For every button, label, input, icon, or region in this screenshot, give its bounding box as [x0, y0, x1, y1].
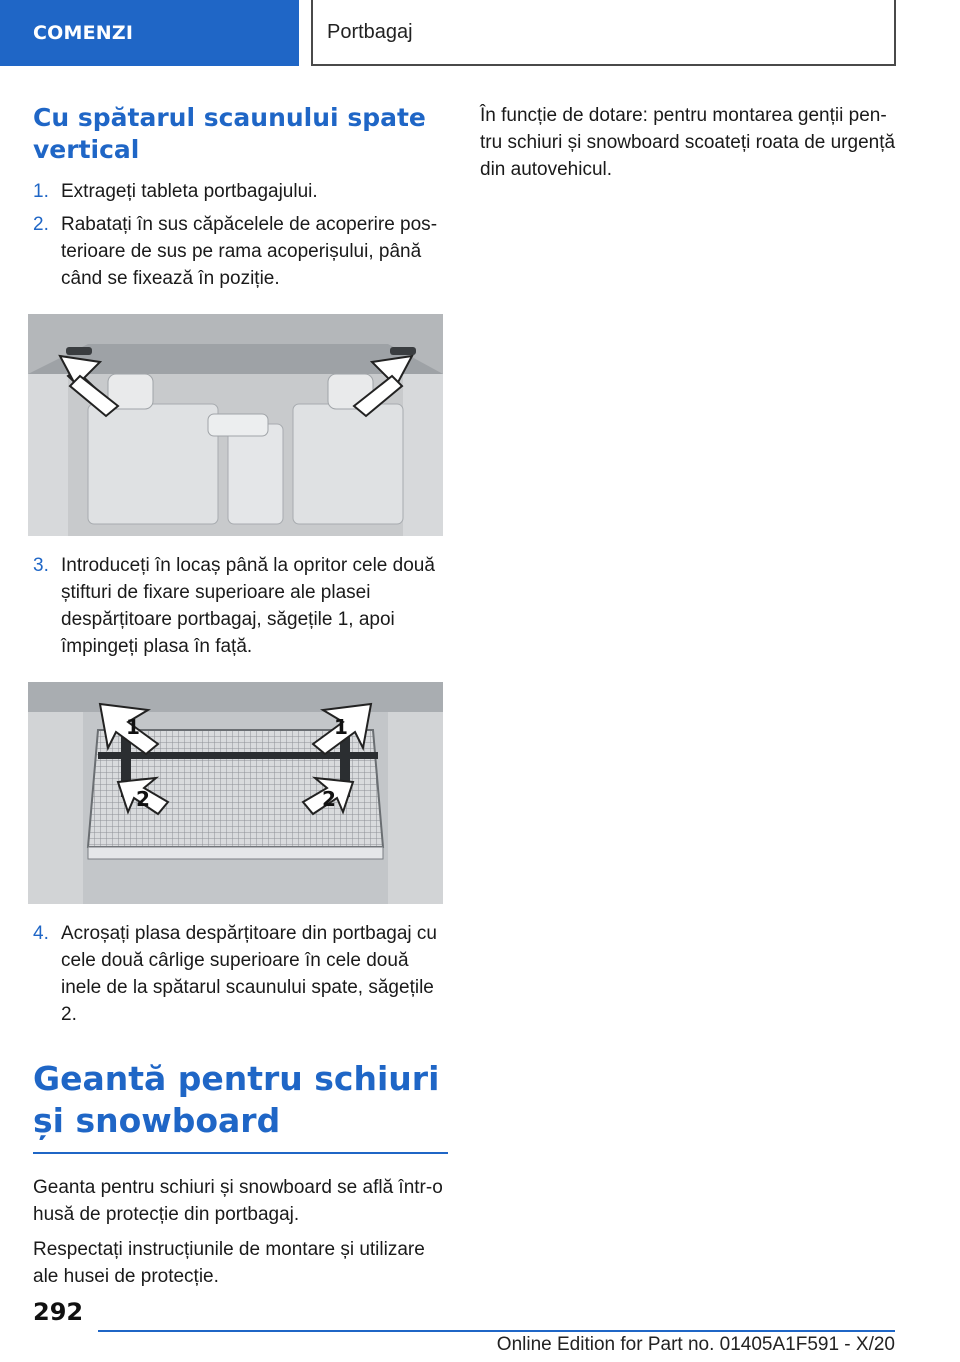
- body-paragraph: În funcție de dotare: pentru montarea genții pentru schiuri și snowboard scoateți roata de urgență din autovehicul.: [480, 105, 896, 180]
- figure-partition-net: [28, 682, 443, 904]
- step-text: Rabatați în sus căpăcelele de acoperire posterioare de sus pe rama acoperișului, până când se fixează în poziție.: [61, 214, 438, 289]
- step-number: 4.: [33, 923, 49, 944]
- section-tab: COMENZI: [0, 0, 299, 66]
- footer-divider: [98, 1330, 895, 1332]
- step-item: [33, 211, 448, 292]
- step-number: 3.: [33, 555, 49, 576]
- figure-roof-caps: [28, 314, 443, 536]
- figure-label-arrow-1-right: 1: [334, 715, 348, 739]
- body-paragraph: Respectați instrucțiunile de montare și utilizare ale husei de protecție.: [33, 1239, 425, 1287]
- section-heading: Geantă pentru schiuri și snowboard: [33, 1058, 448, 1154]
- steps-list-c: [33, 920, 448, 1028]
- left-column: [33, 102, 448, 1298]
- figure-label-arrow-1-left: 1: [126, 715, 140, 739]
- step-text: Acroșați plasa despărțitoare din portbagaj cu cele două cârlige superioare în cele două inele de la spătarul scaunului spate, săgețile 2.: [61, 923, 438, 1025]
- right-column: [480, 102, 900, 191]
- step-text: Introduceți în locaș până la opritor cele două știfturi de fixare superioare ale plasei despărțitoare portbagaj, săgețile 1, apoi împingeți plasa în față.: [61, 555, 435, 657]
- figure-label-arrow-2-right: 2: [322, 787, 336, 811]
- footer-edition-text: Online Edition for Part no. 01405A1F591 - X/20: [496, 1334, 895, 1355]
- step-number: 1.: [33, 181, 49, 202]
- figure-label-arrow-2-left: 2: [136, 787, 150, 811]
- body-paragraph: Geanta pentru schiuri și snowboard se află într-o husă de protecție din portbagaj.: [33, 1177, 443, 1225]
- page-title: Portbagaj: [311, 0, 896, 66]
- step-text: Extrageți tableta portbagajului.: [61, 181, 318, 202]
- step-item: [33, 178, 448, 205]
- steps-list-a: [33, 178, 448, 292]
- steps-list-b: [33, 552, 448, 660]
- step-number: 2.: [33, 214, 49, 235]
- step-item: [33, 920, 448, 1028]
- subsection-heading: Cu spătarul scaunului spate vertical: [33, 103, 426, 164]
- page-number: 292: [33, 1298, 84, 1326]
- step-item: [33, 552, 448, 660]
